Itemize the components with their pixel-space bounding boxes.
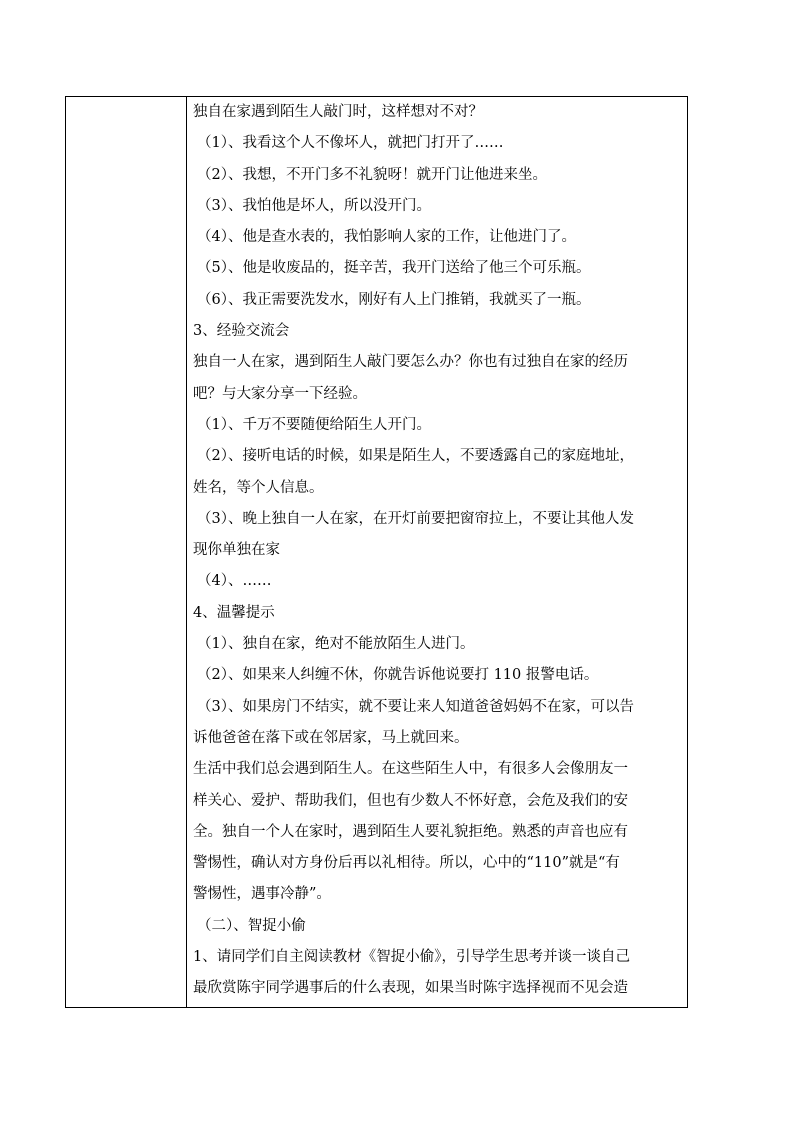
text-line: 生活中我们总会遇到陌生人。在这些陌生人中，有很多人会像朋友一 — [193, 761, 628, 778]
text-line: 姓名，等个人信息。 — [193, 479, 324, 496]
text-line: 吧？与大家分享一下经验。 — [193, 385, 367, 402]
table-content-cell — [187, 97, 687, 1007]
lesson-table — [65, 96, 688, 1008]
text-line: （4）、…… — [197, 573, 272, 590]
table-left-cell — [66, 97, 187, 1007]
text-line: 独自在家遇到陌生人敲门时，这样想对不对？ — [193, 104, 483, 120]
text-line: （1）、独自在家，绝对不能放陌生人进门。 — [197, 636, 475, 653]
text-line: 诉他爸爸在落下或在邻居家，马上就回来。 — [193, 729, 469, 746]
text-line: 全。独自一个人在家时，遇到陌生人要礼貌拒绝。熟悉的声音也应有 — [193, 823, 628, 840]
text-line: 独自一人在家，遇到陌生人敲门要怎么办？你也有过独自在家的经历 — [193, 354, 628, 371]
text-line: 现你单独在家 — [193, 542, 280, 559]
text-line: （3）、晚上独自一人在家，在开灯前要把窗帘拉上，不要让其他人发 — [197, 510, 634, 527]
section-heading: 3、经验交流会 — [193, 323, 290, 340]
text-line: （1）、我看这个人不像坏人，就把门打开了…… — [197, 135, 504, 152]
text-line: （1）、千万不要随便给陌生人开门。 — [197, 416, 431, 433]
text-line: 最欣赏陈宇同学遇事后的什么表现，如果当时陈宇选择视而不见会造 — [193, 980, 628, 997]
section-heading: （二）、智捉小偷 — [197, 917, 306, 934]
section-heading: 4、温馨提示 — [193, 604, 275, 621]
text-line: （2）、接听电话的时候，如果是陌生人，不要透露自己的家庭地址， — [197, 448, 634, 465]
text-line: 警惕性，遇事冷静”。 — [193, 886, 331, 903]
text-line: 警惕性，确认对方身份后再以礼相待。所以，心中的“110”就是“有 — [193, 855, 620, 872]
text-line: （3）、如果房门不结实，就不要让来人知道爸爸妈妈不在家，可以告 — [197, 698, 634, 715]
text-line: （2）、我想，不开门多不礼貌呀！就开门让他进来坐。 — [197, 166, 547, 183]
text-line: 样关心、爱护、帮助我们，但也有少数人不怀好意，会危及我们的安 — [193, 792, 628, 809]
text-line: （6）、我正需要洗发水，刚好有人上门推销，我就买了一瓶。 — [197, 291, 591, 308]
text-line: 1、请同学们自主阅读教材《智捉小偷》，引导学生思考并谈一谈自己 — [193, 949, 630, 966]
text-line: （5）、他是收废品的，挺辛苦，我开门送给了他三个可乐瓶。 — [197, 260, 591, 277]
text-line: （3）、我怕他是坏人，所以没开门。 — [197, 197, 431, 214]
text-line: （2）、如果来人纠缠不休，你就告诉他说要打 110 报警电话。 — [197, 667, 599, 684]
text-line: （4）、他是查水表的，我怕影响人家的工作，让他进门了。 — [197, 229, 576, 246]
